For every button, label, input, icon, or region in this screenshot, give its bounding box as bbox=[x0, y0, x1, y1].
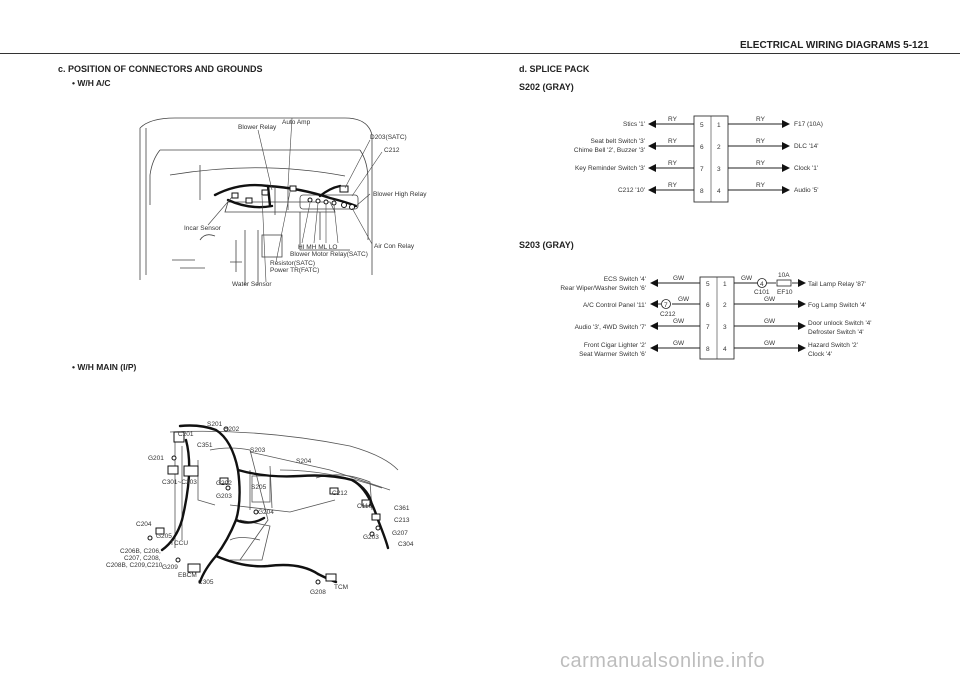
s203-dest-r2: Fog Lamp Switch '4' bbox=[808, 302, 867, 309]
label-c201: C201 bbox=[178, 431, 194, 438]
label-c361: C361 bbox=[394, 505, 410, 512]
section-c-title: c. POSITION OF CONNECTORS AND GROUNDS bbox=[58, 64, 263, 74]
s202-dest-r4: Audio '5' bbox=[794, 187, 819, 194]
label-c212-ip: C212 bbox=[332, 490, 348, 497]
s203-wire-l3: GW bbox=[673, 318, 685, 325]
label-g205: G205 bbox=[156, 533, 172, 540]
s203-dest-l1a: ECS Switch '4' bbox=[603, 276, 646, 283]
s203-wire-r1: GW bbox=[741, 275, 753, 282]
s203-dest-r3a: Door unlock Switch '4' bbox=[808, 320, 872, 327]
s203-dest-l1b: Rear Wiper/Washer Switch '6' bbox=[560, 285, 646, 292]
c212-pin: 7 bbox=[664, 302, 668, 309]
s202-splice-pack bbox=[574, 116, 823, 202]
s202-dest-l4: C212 '10' bbox=[617, 187, 645, 194]
s203-arrow-l4 bbox=[650, 344, 658, 352]
label-c206-line3: C208B, C209,C210 bbox=[106, 562, 163, 569]
s202-dest-r1: F17 (10A) bbox=[794, 121, 823, 128]
label-s201: S201 bbox=[207, 421, 223, 428]
s203-arrow-l3 bbox=[650, 322, 658, 330]
s202-arrow-r1 bbox=[782, 120, 790, 128]
s203-title: S203 (GRAY) bbox=[519, 240, 574, 250]
label-c206-line2: C207, C208, bbox=[124, 555, 161, 562]
s203-splice-pack bbox=[560, 272, 871, 359]
s202-pin-r1: 1 bbox=[717, 122, 721, 129]
s202-pin-l1: 5 bbox=[700, 122, 704, 129]
s203-wire-l2: GW bbox=[678, 296, 690, 303]
s202-arrow-r2 bbox=[782, 142, 790, 150]
label-g207: G207 bbox=[392, 530, 408, 537]
label-c305: C305 bbox=[198, 579, 214, 586]
label-auto-amp: Auto Amp bbox=[282, 119, 311, 126]
s202-arrow-r4 bbox=[782, 186, 790, 194]
label-c212-ac: C212 bbox=[384, 147, 400, 154]
s202-arrow-l1 bbox=[648, 120, 656, 128]
s202-wire-l4: RY bbox=[668, 182, 677, 189]
s202-dest-r2: DLC '14' bbox=[794, 143, 819, 150]
s202-wire-l1: RY bbox=[668, 116, 677, 123]
ef10-fuse-symbol bbox=[777, 280, 791, 286]
s202-dest-r3: Clock '1' bbox=[794, 165, 819, 172]
label-g203b: G203 bbox=[363, 534, 379, 541]
label-c206-line1: C206B, C206, bbox=[120, 548, 161, 555]
label-incar-sensor: Incar Sensor bbox=[184, 225, 221, 232]
s202-arrow-r3 bbox=[782, 164, 790, 172]
label-c204: C204 bbox=[136, 521, 152, 528]
s202-wire-r4: RY bbox=[756, 182, 765, 189]
label-s202: S202 bbox=[224, 426, 240, 433]
s203-arrow-r1 bbox=[798, 279, 806, 287]
s203-dest-r4a: Hazard Switch '2' bbox=[808, 342, 858, 349]
s202-title: S202 (GRAY) bbox=[519, 82, 574, 92]
label-g203a: G203 bbox=[216, 493, 232, 500]
s203-wire-l1: GW bbox=[673, 275, 685, 282]
label-g209: G209 bbox=[162, 564, 178, 571]
label-resistor: Resistor(SATC) bbox=[270, 260, 316, 267]
s202-wire-r2: RY bbox=[756, 138, 765, 145]
s203-dest-r4b: Clock '4' bbox=[808, 351, 833, 358]
s203-pin-r1: 1 bbox=[723, 281, 727, 288]
label-blower-high: Blower High Relay bbox=[373, 191, 427, 198]
s203-pin-l2: 6 bbox=[706, 302, 710, 309]
s202-wire-r3: RY bbox=[756, 160, 765, 167]
label-speeds: HI MH ML LO bbox=[298, 244, 338, 251]
s203-pin-l4: 8 bbox=[706, 346, 710, 353]
s202-pin-r4: 4 bbox=[717, 188, 721, 195]
label-blower-relay: Blower Relay bbox=[238, 124, 277, 131]
ef10-name: EF10 bbox=[777, 289, 793, 296]
watermark: carmanualsonline.info bbox=[560, 650, 766, 672]
label-c301: C301~C303 bbox=[162, 479, 197, 486]
label-g204: G204 bbox=[258, 509, 274, 516]
label-c351: C351 bbox=[197, 442, 213, 449]
label-s205: S205 bbox=[251, 484, 267, 491]
s203-arrow-r3 bbox=[798, 322, 806, 330]
s202-dest-l2b: Chime Bell '2', Buzzer '3' bbox=[573, 147, 645, 154]
ef10-rating: 10A bbox=[778, 272, 790, 279]
label-water-sensor: Water Sensor bbox=[232, 281, 272, 288]
s202-arrow-l3 bbox=[648, 164, 656, 172]
s202-dest-l3: Key Reminder Switch '3' bbox=[574, 165, 645, 172]
page-header: ELECTRICAL WIRING DIAGRAMS 5-121 bbox=[740, 40, 929, 51]
s203-dest-l3: Audio '3', 4WD Switch '7' bbox=[574, 324, 646, 331]
label-c213: C213 bbox=[394, 517, 410, 524]
s202-pin-l4: 8 bbox=[700, 188, 704, 195]
s203-dest-l4b: Seat Warmer Switch '6' bbox=[579, 351, 646, 358]
s203-pin-r4: 4 bbox=[723, 346, 727, 353]
s202-wire-l2: RY bbox=[668, 138, 677, 145]
ac-dashboard-drawing bbox=[140, 118, 372, 285]
label-c304: C304 bbox=[398, 541, 414, 548]
s203-arrow-l2 bbox=[650, 300, 658, 308]
s203-wire-l4: GW bbox=[673, 340, 685, 347]
label-tccu: TCCU bbox=[170, 540, 189, 547]
s202-dest-l2a: Seat belt Switch '3' bbox=[590, 138, 645, 145]
label-s203: S203 bbox=[250, 447, 266, 454]
s203-arrow-l1 bbox=[650, 279, 658, 287]
s203-dest-l2: A/C Control Panel '11' bbox=[582, 302, 646, 309]
label-c110: C110 bbox=[357, 503, 373, 510]
whmain-title: • W/H MAIN (I/P) bbox=[72, 362, 137, 372]
section-d-title: d. SPLICE PACK bbox=[519, 64, 590, 74]
c101-name: C101 bbox=[754, 289, 770, 296]
label-g208: G208 bbox=[310, 589, 326, 596]
label-power-tr: Power TR(FATC) bbox=[270, 267, 320, 274]
s202-pin-l3: 7 bbox=[700, 166, 704, 173]
label-s204: S204 bbox=[296, 458, 312, 465]
s203-dest-r1: Tail Lamp Relay '87' bbox=[808, 281, 866, 288]
s202-wire-l3: RY bbox=[668, 160, 677, 167]
c101-pin: 4 bbox=[760, 281, 764, 288]
label-bm-relay: Blower Motor Relay(SATC) bbox=[290, 251, 368, 258]
label-ebcm: EBCM bbox=[178, 572, 197, 579]
s203-pin-l1: 5 bbox=[706, 281, 710, 288]
ip-labels bbox=[106, 421, 414, 596]
ip-harness bbox=[162, 426, 388, 583]
s202-arrow-l4 bbox=[648, 186, 656, 194]
s202-arrow-l2 bbox=[648, 142, 656, 150]
s203-arrow-r2 bbox=[798, 300, 806, 308]
s203-pin-r3: 3 bbox=[723, 324, 727, 331]
s202-pin-l2: 6 bbox=[700, 144, 704, 151]
ac-labels bbox=[184, 119, 427, 288]
s203-wire-r3: GW bbox=[764, 318, 776, 325]
s203-dest-l4a: Front Cigar Lighter '2' bbox=[583, 342, 646, 349]
s203-wire-r2: GW bbox=[764, 296, 776, 303]
s203-pin-r2: 2 bbox=[723, 302, 727, 309]
label-g201: G201 bbox=[148, 455, 164, 462]
label-g202: G202 bbox=[216, 480, 232, 487]
s202-pin-r2: 2 bbox=[717, 144, 721, 151]
s203-dest-r3b: Defroster Switch '4' bbox=[808, 329, 864, 336]
s203-wire-r4: GW bbox=[764, 340, 776, 347]
s202-wire-r1: RY bbox=[756, 116, 765, 123]
label-tcm: TCM bbox=[334, 584, 349, 591]
wha-title: • W/H A/C bbox=[72, 78, 111, 88]
label-aircon-relay: Air Con Relay bbox=[374, 243, 415, 250]
s202-pin-r3: 3 bbox=[717, 166, 721, 173]
s202-dest-l1: Stics '1' bbox=[623, 121, 645, 128]
s203-arrow-r4 bbox=[798, 344, 806, 352]
label-d203: D203(SATC) bbox=[370, 134, 407, 141]
s203-pin-l3: 7 bbox=[706, 324, 710, 331]
c212-name: C212 bbox=[660, 311, 676, 318]
